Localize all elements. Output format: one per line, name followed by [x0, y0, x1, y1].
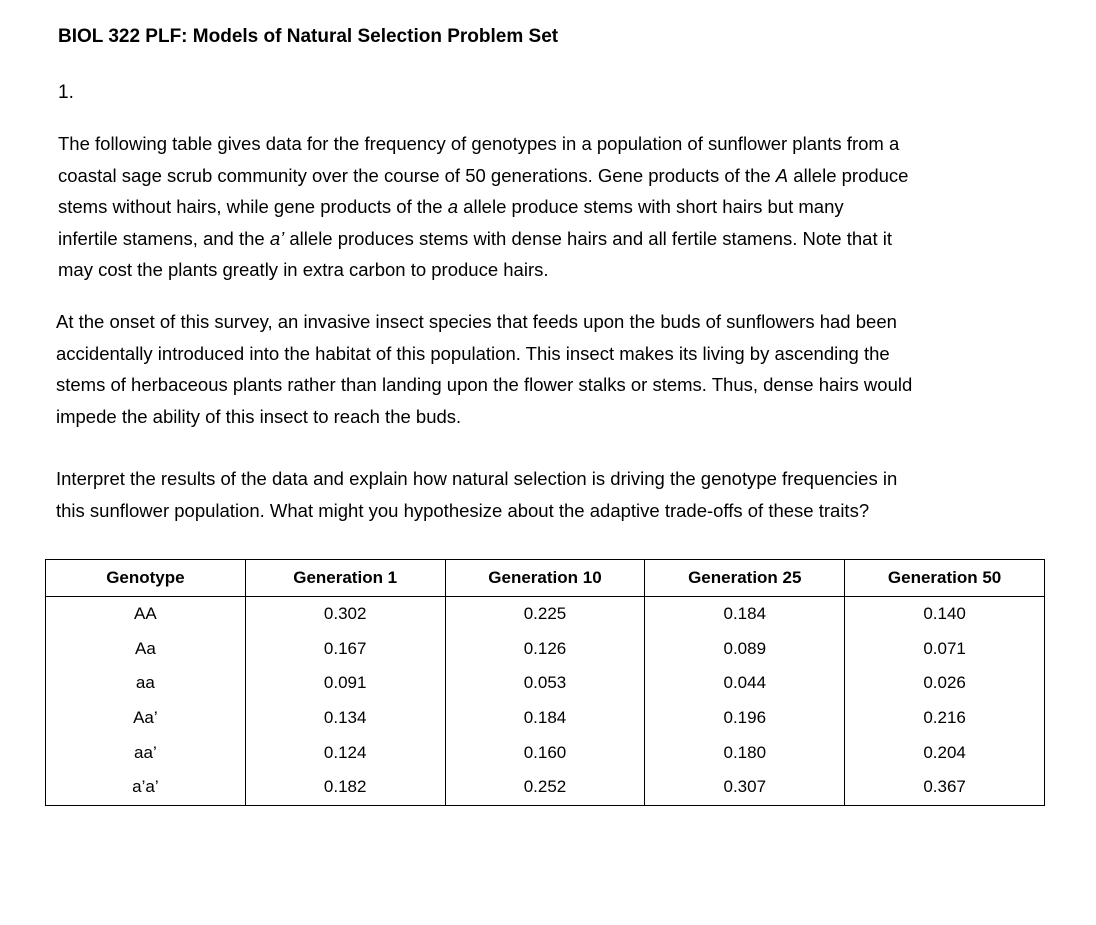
table-cell: 0.124	[245, 735, 445, 770]
table-cell: 0.302	[245, 597, 445, 632]
table-cell-genotype: Aa’	[46, 701, 246, 736]
column-header: Generation 25	[645, 560, 845, 597]
table-cell: 0.204	[845, 735, 1045, 770]
table-cell: 0.091	[245, 666, 445, 701]
table-cell: 0.184	[445, 701, 645, 736]
table-cell: 0.184	[645, 597, 845, 632]
table-cell: 0.167	[245, 632, 445, 667]
paragraph-line: stems of herbaceous plants rather than landing upon the flower stalks or stems. Thus, dense hairs would	[56, 374, 913, 395]
table-cell: 0.216	[845, 701, 1045, 736]
table-row	[46, 735, 1045, 770]
table-cell: 0.053	[445, 666, 645, 701]
paragraph-line: accidentally introduced into the habitat of this population. This insect makes its living by ascending the	[56, 342, 890, 364]
paragraph-background	[58, 128, 1048, 286]
table-cell: 0.252	[445, 770, 645, 805]
document-title: BIOL 322 PLF: Models of Natural Selection Problem Set	[58, 26, 559, 47]
table-cell: 0.044	[645, 666, 845, 701]
paragraph-line: may cost the plants greatly in extra carbon to produce hairs.	[58, 259, 549, 280]
paragraph-line: impede the ability of this insect to reach the buds.	[56, 405, 462, 427]
paragraph-line: coastal sage scrub community over the course of 50 generations. Gene products of the A allele produce	[58, 164, 909, 186]
column-header: Genotype	[46, 560, 246, 597]
table-cell: 0.071	[845, 632, 1045, 667]
table-cell: 0.182	[245, 770, 445, 805]
table-cell-genotype: AA	[46, 597, 246, 632]
column-header: Generation 1	[245, 560, 445, 597]
table-row	[46, 701, 1045, 736]
paragraph-insect	[56, 306, 1046, 432]
table-cell-genotype: aa’	[46, 735, 246, 770]
column-header: Generation 50	[845, 560, 1045, 597]
table-cell-genotype: Aa	[46, 632, 246, 667]
question-number: 1.	[58, 82, 74, 103]
paragraph-line: The following table gives data for the frequency of genotypes in a population of sunflower plants from a	[58, 133, 900, 154]
table-row	[46, 597, 1045, 632]
paragraph-line: infertile stamens, and the a’ allele produces stems with dense hairs and all fertile stamens. Note that it	[58, 227, 892, 249]
table-cell: 0.225	[445, 597, 645, 632]
table-cell-genotype: a’a’	[46, 770, 246, 805]
paragraph-line: At the onset of this survey, an invasive insect species that feeds upon the buds of sunflowers had been	[56, 311, 897, 332]
table-cell: 0.134	[245, 701, 445, 736]
table-row	[46, 632, 1045, 667]
table-cell: 0.026	[845, 666, 1045, 701]
genotype-frequency-table	[45, 559, 1045, 806]
table-cell: 0.089	[645, 632, 845, 667]
paragraph-line: stems without hairs, while gene products of the a allele produce stems with short hairs but many	[58, 196, 844, 217]
table-cell: 0.126	[445, 632, 645, 667]
table-cell: 0.140	[845, 597, 1045, 632]
table-cell: 0.180	[645, 735, 845, 770]
table-cell: 0.307	[645, 770, 845, 805]
table-cell: 0.160	[445, 735, 645, 770]
paragraph-line: Interpret the results of the data and explain how natural selection is driving the genotype frequencies in	[56, 468, 898, 489]
table-cell: 0.367	[845, 770, 1045, 805]
table-cell: 0.196	[645, 701, 845, 736]
paragraph-question	[56, 463, 1046, 526]
column-header: Generation 10	[445, 560, 645, 597]
paragraph-line: this sunflower population. What might you hypothesize about the adaptive trade-offs of these traits?	[56, 499, 870, 521]
table-row	[46, 666, 1045, 701]
table-cell-genotype: aa	[46, 666, 246, 701]
table-row	[46, 770, 1045, 805]
table-header-row	[46, 560, 1045, 597]
